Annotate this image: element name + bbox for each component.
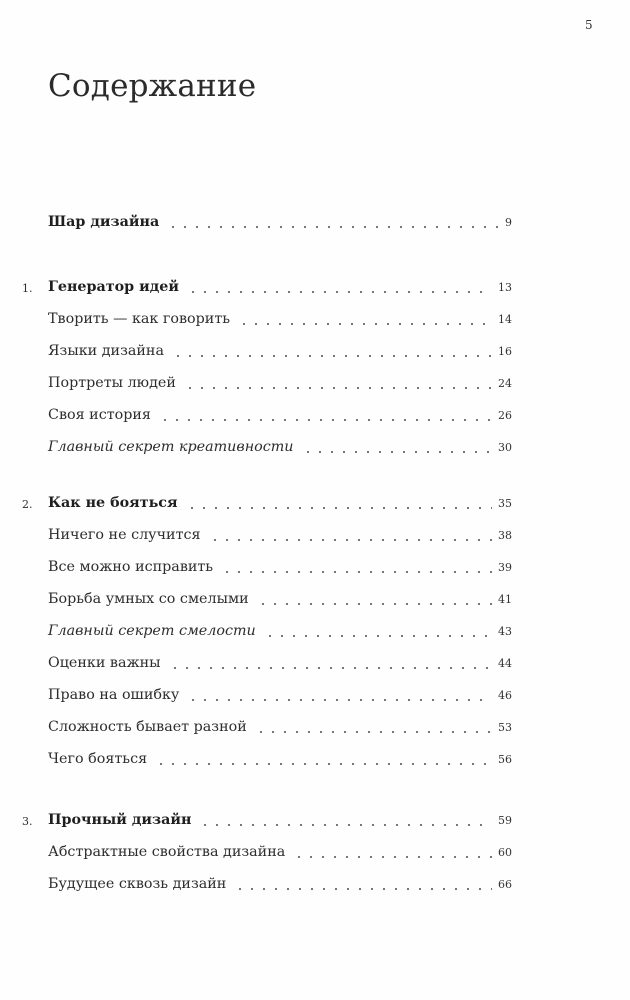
page-title: Содержание: [48, 68, 257, 104]
toc-section-heading[interactable]: [48, 811, 512, 830]
toc-entry-label: Оценки важны: [48, 655, 161, 671]
toc-entry-label: Своя история: [48, 407, 151, 423]
toc-entry-page: 30: [498, 441, 512, 454]
toc-entry-label: Чего бояться: [48, 751, 148, 767]
toc-entry-page: 60: [498, 846, 512, 859]
toc-entry[interactable]: [48, 875, 512, 894]
toc-entry-label: Прочный дизайн: [48, 812, 192, 828]
dot-leader: [185, 291, 492, 293]
toc-entry[interactable]: [48, 843, 512, 862]
toc-entry-label: Языки дизайна: [48, 343, 164, 359]
dot-leader: [157, 419, 492, 421]
toc-entry[interactable]: [48, 686, 512, 705]
toc-entry-page: 41: [498, 593, 512, 606]
dot-leader: [167, 667, 492, 669]
toc-entry[interactable]: [48, 622, 512, 641]
toc-section-heading[interactable]: [48, 278, 512, 297]
toc-entry-page: 13: [498, 281, 512, 294]
toc-entry-page: 46: [498, 689, 512, 702]
toc-entry-page: 53: [498, 721, 512, 734]
toc-entry-label: Главный секрет креативности: [48, 439, 294, 455]
section-number: 1.: [22, 282, 33, 295]
toc-entry[interactable]: [48, 310, 512, 329]
dot-leader: [236, 323, 492, 325]
toc-entry-label: Право на ошибку: [48, 687, 180, 703]
toc-entry[interactable]: [48, 438, 512, 457]
toc-section-heading[interactable]: [48, 494, 512, 513]
toc-entry-page: 35: [498, 497, 512, 510]
toc-entry-label: Как не бояться: [48, 495, 178, 511]
dot-leader: [291, 856, 492, 858]
toc-entry-page: 66: [498, 878, 512, 891]
toc-entry-page: 39: [498, 561, 512, 574]
section-number: 3.: [22, 815, 33, 828]
toc-entry[interactable]: [48, 558, 512, 577]
dot-leader: [300, 451, 492, 453]
toc-entry-label: Генератор идей: [48, 279, 179, 295]
toc-entry-label: Портреты людей: [48, 375, 176, 391]
dot-leader: [262, 635, 492, 637]
toc-entry[interactable]: [48, 342, 512, 361]
toc-entry-page: 38: [498, 529, 512, 542]
toc-entry-page: 44: [498, 657, 512, 670]
toc-entry-page: 59: [498, 814, 512, 827]
toc-entry-page: 56: [498, 753, 512, 766]
toc-entry-label: Борьба умных со смелыми: [48, 591, 249, 607]
dot-leader: [182, 387, 492, 389]
toc-entry-label: Абстрактные свойства дизайна: [48, 844, 286, 860]
toc-entry-label: Творить — как говорить: [48, 311, 231, 327]
toc-entry[interactable]: [48, 590, 512, 609]
toc-entry-label: Все можно исправить: [48, 559, 214, 575]
dot-leader: [232, 888, 492, 890]
dot-leader: [184, 507, 492, 509]
toc-entry-page: 43: [498, 625, 512, 638]
toc-entry-label: Ничего не случится: [48, 527, 201, 543]
toc-entry-page: 26: [498, 409, 512, 422]
dot-leader: [219, 571, 492, 573]
toc-entry-intro[interactable]: [48, 213, 512, 232]
toc-entry-page: 9: [505, 216, 512, 229]
dot-leader: [185, 699, 492, 701]
toc-entry-label: Будущее сквозь дизайн: [48, 876, 227, 892]
toc-entry[interactable]: [48, 654, 512, 673]
toc-entry[interactable]: [48, 406, 512, 425]
section-number: 2.: [22, 498, 33, 511]
dot-leader: [165, 226, 499, 228]
toc-entry-label: Главный секрет смелости: [48, 623, 256, 639]
dot-leader: [197, 824, 492, 826]
toc-entry-page: 14: [498, 313, 512, 326]
dot-leader: [153, 763, 492, 765]
dot-leader: [207, 539, 492, 541]
toc-entry-page: 24: [498, 377, 512, 390]
page-number: 5: [585, 18, 593, 32]
toc-entry[interactable]: [48, 750, 512, 769]
dot-leader: [255, 603, 492, 605]
toc-entry-label: Сложность бывает разной: [48, 719, 247, 735]
toc-entry-page: 16: [498, 345, 512, 358]
toc-entry[interactable]: [48, 526, 512, 545]
toc-entry[interactable]: [48, 374, 512, 393]
dot-leader: [170, 355, 492, 357]
toc-entry-label: Шар дизайна: [48, 214, 160, 230]
toc-entry[interactable]: [48, 718, 512, 737]
dot-leader: [253, 731, 492, 733]
